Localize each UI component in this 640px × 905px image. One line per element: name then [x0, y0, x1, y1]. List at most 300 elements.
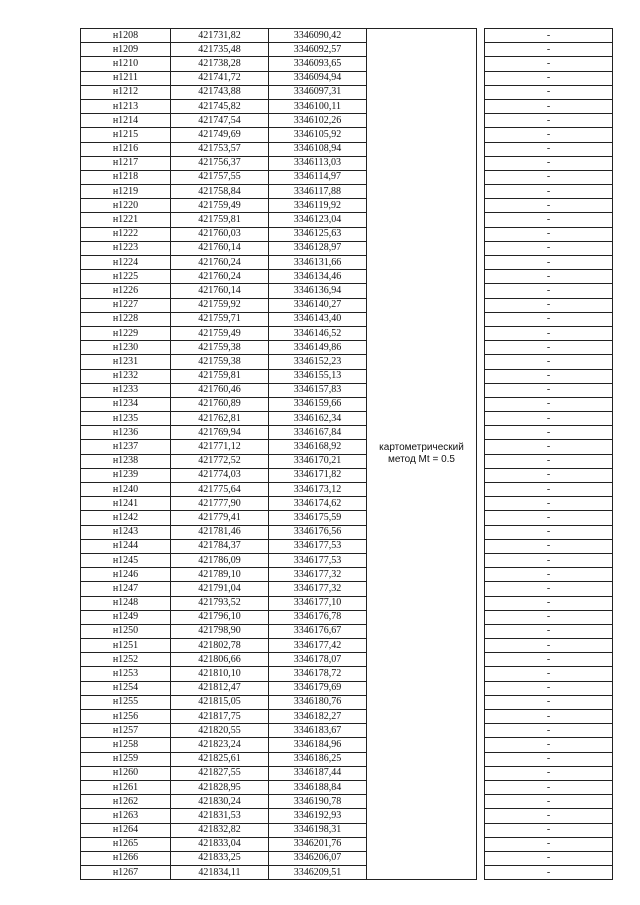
- y-coordinate-cell: 3346119,92: [269, 199, 367, 213]
- x-coordinate-cell: 421760,14: [171, 241, 269, 255]
- note-cell: -: [485, 582, 613, 596]
- y-coordinate-cell: 3346177,53: [269, 553, 367, 567]
- y-coordinate-cell: 3346134,46: [269, 270, 367, 284]
- x-coordinate-cell: 421741,72: [171, 71, 269, 85]
- point-name-cell: н1223: [81, 241, 171, 255]
- y-coordinate-cell: 3346178,72: [269, 667, 367, 681]
- point-name-cell: н1216: [81, 142, 171, 156]
- note-cell: -: [485, 454, 613, 468]
- table-row: [81, 85, 613, 99]
- x-coordinate-cell: 421735,48: [171, 43, 269, 57]
- point-name-cell: н1261: [81, 780, 171, 794]
- table-row: [81, 43, 613, 57]
- y-coordinate-cell: 3346201,76: [269, 837, 367, 851]
- note-cell: -: [485, 681, 613, 695]
- point-name-cell: н1245: [81, 553, 171, 567]
- x-coordinate-cell: 421757,55: [171, 170, 269, 184]
- table-row: [81, 341, 613, 355]
- method-accuracy: метод Mt = 0.5: [388, 454, 455, 466]
- table-row: [81, 57, 613, 71]
- note-cell: -: [485, 809, 613, 823]
- y-coordinate-cell: 3346092,57: [269, 43, 367, 57]
- point-name-cell: н1238: [81, 454, 171, 468]
- point-name-cell: н1210: [81, 57, 171, 71]
- point-name-cell: н1228: [81, 312, 171, 326]
- note-cell: -: [485, 412, 613, 426]
- table-row: [81, 511, 613, 525]
- note-cell: -: [485, 639, 613, 653]
- table-row: [81, 199, 613, 213]
- x-coordinate-cell: 421760,24: [171, 270, 269, 284]
- note-cell: -: [485, 851, 613, 865]
- table-row: [81, 114, 613, 128]
- point-name-cell: н1258: [81, 738, 171, 752]
- note-cell: -: [485, 227, 613, 241]
- note-cell: -: [485, 823, 613, 837]
- point-name-cell: н1252: [81, 653, 171, 667]
- note-cell: -: [485, 667, 613, 681]
- y-coordinate-cell: 3346131,66: [269, 256, 367, 270]
- x-coordinate-cell: 421760,24: [171, 256, 269, 270]
- table-row: [81, 142, 613, 156]
- note-cell: -: [485, 383, 613, 397]
- note-cell: -: [485, 270, 613, 284]
- table-row: [81, 724, 613, 738]
- y-coordinate-cell: 3346176,78: [269, 610, 367, 624]
- y-coordinate-cell: 3346170,21: [269, 454, 367, 468]
- x-coordinate-cell: 421760,14: [171, 284, 269, 298]
- note-cell: -: [485, 156, 613, 170]
- y-coordinate-cell: 3346167,84: [269, 426, 367, 440]
- y-coordinate-cell: 3346206,07: [269, 851, 367, 865]
- note-cell: -: [485, 241, 613, 255]
- note-cell: -: [485, 780, 613, 794]
- y-coordinate-cell: 3346190,78: [269, 795, 367, 809]
- x-coordinate-cell: 421802,78: [171, 639, 269, 653]
- point-name-cell: н1241: [81, 497, 171, 511]
- note-cell: -: [485, 284, 613, 298]
- table-row: [81, 156, 613, 170]
- table-row: [81, 483, 613, 497]
- table-row: [81, 29, 613, 43]
- table-row: [81, 681, 613, 695]
- x-coordinate-cell: 421743,88: [171, 85, 269, 99]
- table-row: [81, 738, 613, 752]
- y-coordinate-cell: 3346174,62: [269, 497, 367, 511]
- coordinates-table: [80, 28, 613, 880]
- note-cell: -: [485, 99, 613, 113]
- note-cell: -: [485, 468, 613, 482]
- note-cell: -: [485, 624, 613, 638]
- point-name-cell: н1256: [81, 710, 171, 724]
- point-name-cell: н1259: [81, 752, 171, 766]
- table-row: [81, 525, 613, 539]
- point-name-cell: н1250: [81, 624, 171, 638]
- y-coordinate-cell: 3346183,67: [269, 724, 367, 738]
- note-cell: -: [485, 199, 613, 213]
- y-coordinate-cell: 3346177,32: [269, 568, 367, 582]
- y-coordinate-cell: 3346179,69: [269, 681, 367, 695]
- point-name-cell: н1225: [81, 270, 171, 284]
- note-cell: -: [485, 326, 613, 340]
- table-row: [81, 440, 613, 454]
- x-coordinate-cell: 421759,38: [171, 355, 269, 369]
- x-coordinate-cell: 421738,28: [171, 57, 269, 71]
- table-row: [81, 369, 613, 383]
- table-row: [81, 837, 613, 851]
- x-coordinate-cell: 421812,47: [171, 681, 269, 695]
- x-coordinate-cell: 421758,84: [171, 185, 269, 199]
- y-coordinate-cell: 3346173,12: [269, 483, 367, 497]
- point-name-cell: н1239: [81, 468, 171, 482]
- y-coordinate-cell: 3346198,31: [269, 823, 367, 837]
- x-coordinate-cell: 421786,09: [171, 553, 269, 567]
- note-cell: -: [485, 355, 613, 369]
- note-cell: -: [485, 43, 613, 57]
- y-coordinate-cell: 3346149,86: [269, 341, 367, 355]
- y-coordinate-cell: 3346184,96: [269, 738, 367, 752]
- x-coordinate-cell: 421827,55: [171, 766, 269, 780]
- x-coordinate-cell: 421774,03: [171, 468, 269, 482]
- table-row: [81, 710, 613, 724]
- table-row: [81, 851, 613, 865]
- y-coordinate-cell: 3346146,52: [269, 326, 367, 340]
- y-coordinate-cell: 3346176,67: [269, 624, 367, 638]
- table-row: [81, 780, 613, 794]
- point-name-cell: н1211: [81, 71, 171, 85]
- note-cell: -: [485, 539, 613, 553]
- point-name-cell: н1217: [81, 156, 171, 170]
- y-coordinate-cell: 3346108,94: [269, 142, 367, 156]
- x-coordinate-cell: 421760,46: [171, 383, 269, 397]
- note-cell: -: [485, 85, 613, 99]
- x-coordinate-cell: 421759,81: [171, 213, 269, 227]
- x-coordinate-cell: 421831,53: [171, 809, 269, 823]
- y-coordinate-cell: 3346171,82: [269, 468, 367, 482]
- x-coordinate-cell: 421806,66: [171, 653, 269, 667]
- point-name-cell: н1237: [81, 440, 171, 454]
- point-name-cell: н1219: [81, 185, 171, 199]
- y-coordinate-cell: 3346177,10: [269, 596, 367, 610]
- point-name-cell: н1266: [81, 851, 171, 865]
- table-row: [81, 809, 613, 823]
- y-coordinate-cell: 3346186,25: [269, 752, 367, 766]
- y-coordinate-cell: 3346178,07: [269, 653, 367, 667]
- point-name-cell: н1267: [81, 866, 171, 880]
- x-coordinate-cell: 421832,82: [171, 823, 269, 837]
- table-row: [81, 71, 613, 85]
- x-coordinate-cell: 421772,52: [171, 454, 269, 468]
- table-row: [81, 695, 613, 709]
- point-name-cell: н1244: [81, 539, 171, 553]
- x-coordinate-cell: 421781,46: [171, 525, 269, 539]
- y-coordinate-cell: 3346162,34: [269, 412, 367, 426]
- y-coordinate-cell: 3346094,94: [269, 71, 367, 85]
- note-cell: -: [485, 497, 613, 511]
- note-cell: -: [485, 653, 613, 667]
- x-coordinate-cell: 421749,69: [171, 128, 269, 142]
- note-cell: -: [485, 837, 613, 851]
- point-name-cell: н1208: [81, 29, 171, 43]
- y-coordinate-cell: 3346123,04: [269, 213, 367, 227]
- x-coordinate-cell: 421747,54: [171, 114, 269, 128]
- x-coordinate-cell: 421789,10: [171, 568, 269, 582]
- note-cell: -: [485, 738, 613, 752]
- x-coordinate-cell: 421796,10: [171, 610, 269, 624]
- point-name-cell: н1214: [81, 114, 171, 128]
- y-coordinate-cell: 3346209,51: [269, 866, 367, 880]
- x-coordinate-cell: 421793,52: [171, 596, 269, 610]
- note-cell: -: [485, 312, 613, 326]
- table-row: [81, 795, 613, 809]
- y-coordinate-cell: 3346093,65: [269, 57, 367, 71]
- table-row: [81, 213, 613, 227]
- point-name-cell: н1224: [81, 256, 171, 270]
- y-coordinate-cell: 3346159,66: [269, 397, 367, 411]
- method-cell: [367, 29, 477, 880]
- y-coordinate-cell: 3346143,40: [269, 312, 367, 326]
- table-row: [81, 468, 613, 482]
- x-coordinate-cell: 421791,04: [171, 582, 269, 596]
- x-coordinate-cell: 421823,24: [171, 738, 269, 752]
- note-cell: -: [485, 596, 613, 610]
- note-cell: -: [485, 710, 613, 724]
- y-coordinate-cell: 3346100,11: [269, 99, 367, 113]
- note-cell: -: [485, 142, 613, 156]
- x-coordinate-cell: 421759,49: [171, 326, 269, 340]
- point-name-cell: н1235: [81, 412, 171, 426]
- note-cell: -: [485, 866, 613, 880]
- table-row: [81, 170, 613, 184]
- table-row: [81, 298, 613, 312]
- note-cell: -: [485, 525, 613, 539]
- point-name-cell: н1265: [81, 837, 171, 851]
- point-name-cell: н1240: [81, 483, 171, 497]
- note-cell: -: [485, 298, 613, 312]
- note-cell: -: [485, 483, 613, 497]
- point-name-cell: н1253: [81, 667, 171, 681]
- table-row: [81, 355, 613, 369]
- x-coordinate-cell: 421759,92: [171, 298, 269, 312]
- x-coordinate-cell: 421830,24: [171, 795, 269, 809]
- y-coordinate-cell: 3346188,84: [269, 780, 367, 794]
- table-row: [81, 667, 613, 681]
- y-coordinate-cell: 3346128,97: [269, 241, 367, 255]
- note-cell: -: [485, 128, 613, 142]
- note-cell: -: [485, 213, 613, 227]
- y-coordinate-cell: 3346177,32: [269, 582, 367, 596]
- point-name-cell: н1215: [81, 128, 171, 142]
- point-name-cell: н1264: [81, 823, 171, 837]
- table-row: [81, 752, 613, 766]
- y-coordinate-cell: 3346097,31: [269, 85, 367, 99]
- table-row: [81, 539, 613, 553]
- x-coordinate-cell: 421779,41: [171, 511, 269, 525]
- y-coordinate-cell: 3346192,93: [269, 809, 367, 823]
- point-name-cell: н1231: [81, 355, 171, 369]
- x-coordinate-cell: 421769,94: [171, 426, 269, 440]
- y-coordinate-cell: 3346114,97: [269, 170, 367, 184]
- x-coordinate-cell: 421775,64: [171, 483, 269, 497]
- point-name-cell: н1263: [81, 809, 171, 823]
- x-coordinate-cell: 421760,03: [171, 227, 269, 241]
- point-name-cell: н1262: [81, 795, 171, 809]
- table-row: [81, 397, 613, 411]
- note-cell: -: [485, 795, 613, 809]
- table-row: [81, 326, 613, 340]
- x-coordinate-cell: 421825,61: [171, 752, 269, 766]
- point-name-cell: н1248: [81, 596, 171, 610]
- table-row: [81, 497, 613, 511]
- note-cell: -: [485, 170, 613, 184]
- note-cell: -: [485, 57, 613, 71]
- x-coordinate-cell: 421756,37: [171, 156, 269, 170]
- y-coordinate-cell: 3346140,27: [269, 298, 367, 312]
- point-name-cell: н1249: [81, 610, 171, 624]
- x-coordinate-cell: 421762,81: [171, 412, 269, 426]
- table-row: [81, 653, 613, 667]
- point-name-cell: н1222: [81, 227, 171, 241]
- x-coordinate-cell: 421810,10: [171, 667, 269, 681]
- point-name-cell: н1251: [81, 639, 171, 653]
- method-name: картометрический: [379, 442, 464, 454]
- x-coordinate-cell: 421798,90: [171, 624, 269, 638]
- point-name-cell: н1213: [81, 99, 171, 113]
- note-cell: -: [485, 724, 613, 738]
- note-cell: -: [485, 553, 613, 567]
- note-cell: -: [485, 341, 613, 355]
- y-coordinate-cell: 3346152,23: [269, 355, 367, 369]
- y-coordinate-cell: 3346180,76: [269, 695, 367, 709]
- point-name-cell: н1247: [81, 582, 171, 596]
- point-name-cell: н1233: [81, 383, 171, 397]
- point-name-cell: н1227: [81, 298, 171, 312]
- table-row: [81, 270, 613, 284]
- note-cell: -: [485, 511, 613, 525]
- y-coordinate-cell: 3346136,94: [269, 284, 367, 298]
- table-row: [81, 99, 613, 113]
- x-coordinate-cell: 421759,38: [171, 341, 269, 355]
- x-coordinate-cell: 421817,75: [171, 710, 269, 724]
- point-name-cell: н1221: [81, 213, 171, 227]
- point-name-cell: н1260: [81, 766, 171, 780]
- table-row: [81, 823, 613, 837]
- x-coordinate-cell: 421815,05: [171, 695, 269, 709]
- x-coordinate-cell: 421834,11: [171, 866, 269, 880]
- x-coordinate-cell: 421745,82: [171, 99, 269, 113]
- point-name-cell: н1254: [81, 681, 171, 695]
- y-coordinate-cell: 3346117,88: [269, 185, 367, 199]
- y-coordinate-cell: 3346175,59: [269, 511, 367, 525]
- y-coordinate-cell: 3346157,83: [269, 383, 367, 397]
- y-coordinate-cell: 3346177,53: [269, 539, 367, 553]
- note-cell: -: [485, 766, 613, 780]
- x-coordinate-cell: 421833,25: [171, 851, 269, 865]
- table-row: [81, 582, 613, 596]
- point-name-cell: н1226: [81, 284, 171, 298]
- table-row: [81, 866, 613, 880]
- point-name-cell: н1246: [81, 568, 171, 582]
- y-coordinate-cell: 3346105,92: [269, 128, 367, 142]
- table-row: [81, 553, 613, 567]
- point-name-cell: н1242: [81, 511, 171, 525]
- y-coordinate-cell: 3346182,27: [269, 710, 367, 724]
- note-cell: -: [485, 369, 613, 383]
- x-coordinate-cell: 421771,12: [171, 440, 269, 454]
- x-coordinate-cell: 421777,90: [171, 497, 269, 511]
- y-coordinate-cell: 3346168,92: [269, 440, 367, 454]
- point-name-cell: н1232: [81, 369, 171, 383]
- x-coordinate-cell: 421820,55: [171, 724, 269, 738]
- y-coordinate-cell: 3346090,42: [269, 29, 367, 43]
- y-coordinate-cell: 3346155,13: [269, 369, 367, 383]
- point-name-cell: н1229: [81, 326, 171, 340]
- y-coordinate-cell: 3346187,44: [269, 766, 367, 780]
- column-gap: [477, 29, 485, 880]
- note-cell: -: [485, 185, 613, 199]
- table-row: [81, 454, 613, 468]
- coordinates-table-body: [81, 29, 613, 880]
- point-name-cell: н1218: [81, 170, 171, 184]
- point-name-cell: н1255: [81, 695, 171, 709]
- point-name-cell: н1230: [81, 341, 171, 355]
- table-row: [81, 227, 613, 241]
- table-row: [81, 256, 613, 270]
- x-coordinate-cell: 421731,82: [171, 29, 269, 43]
- y-coordinate-cell: 3346177,42: [269, 639, 367, 653]
- note-cell: -: [485, 440, 613, 454]
- point-name-cell: н1257: [81, 724, 171, 738]
- x-coordinate-cell: 421828,95: [171, 780, 269, 794]
- table-row: [81, 284, 613, 298]
- y-coordinate-cell: 3346113,03: [269, 156, 367, 170]
- table-row: [81, 639, 613, 653]
- y-coordinate-cell: 3346125,63: [269, 227, 367, 241]
- table-row: [81, 766, 613, 780]
- x-coordinate-cell: 421784,37: [171, 539, 269, 553]
- note-cell: -: [485, 752, 613, 766]
- y-coordinate-cell: 3346102,26: [269, 114, 367, 128]
- x-coordinate-cell: 421759,81: [171, 369, 269, 383]
- note-cell: -: [485, 71, 613, 85]
- point-name-cell: н1236: [81, 426, 171, 440]
- y-coordinate-cell: 3346176,56: [269, 525, 367, 539]
- table-row: [81, 412, 613, 426]
- x-coordinate-cell: 421753,57: [171, 142, 269, 156]
- table-row: [81, 426, 613, 440]
- point-name-cell: н1220: [81, 199, 171, 213]
- note-cell: -: [485, 397, 613, 411]
- note-cell: -: [485, 695, 613, 709]
- point-name-cell: н1209: [81, 43, 171, 57]
- table-row: [81, 185, 613, 199]
- point-name-cell: н1243: [81, 525, 171, 539]
- x-coordinate-cell: 421759,49: [171, 199, 269, 213]
- note-cell: -: [485, 256, 613, 270]
- note-cell: -: [485, 426, 613, 440]
- x-coordinate-cell: 421759,71: [171, 312, 269, 326]
- note-cell: -: [485, 610, 613, 624]
- table-row: [81, 312, 613, 326]
- table-row: [81, 241, 613, 255]
- table-row: [81, 624, 613, 638]
- note-cell: -: [485, 114, 613, 128]
- point-name-cell: н1212: [81, 85, 171, 99]
- x-coordinate-cell: 421760,89: [171, 397, 269, 411]
- table-row: [81, 596, 613, 610]
- table-row: [81, 568, 613, 582]
- note-cell: -: [485, 568, 613, 582]
